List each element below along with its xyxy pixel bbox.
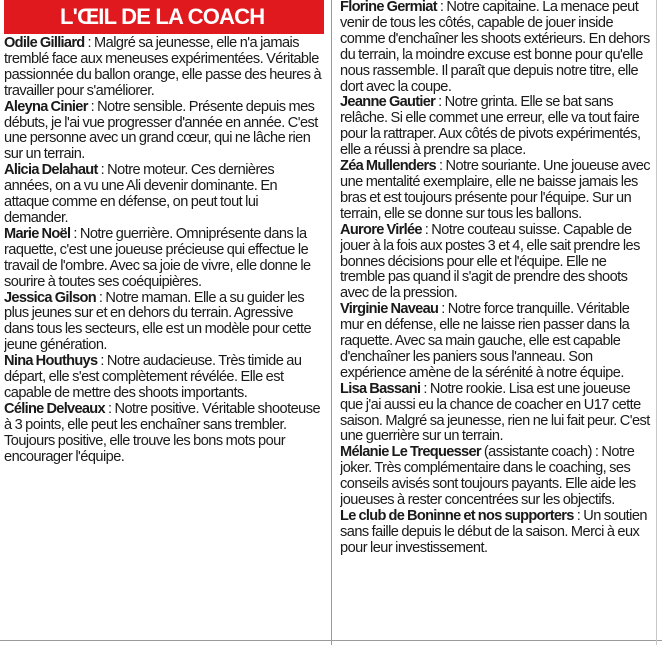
left-column [4,0,324,528]
player-role: (assistante coach) [480,444,592,461]
player-entry [340,302,652,382]
player-name: Odile Gilliard [4,35,85,51]
player-entry [340,223,652,303]
left-entries [4,36,324,465]
player-entry [340,0,652,95]
player-name: Lisa Bassani [340,380,421,397]
player-description: : Notre couteau suisse. Capable de jouer à la fois aux postes 3 et 4, elle sait prendre les bonnes décisions pour elle et l'équipe. Elle ne tremble pas quand il s'agit de prendre des shoots avec de la pression. [340,221,640,302]
player-description: : Notre moteur. Ces dernières années, on a vu une Ali devenir dominante. En attaque comme en défense, on peut tout lui demander. [4,162,278,226]
right-entries [340,0,652,557]
bottom-border [0,640,662,641]
player-description: : Notre rookie. Lisa est une joueuse que j'ai aussi eu la chance de coacher en U17 cette saison. Malgré sa jeunesse, rien ne lui fait peur. C'est une guerrière sur un terrain. [340,380,650,445]
player-name: Céline Delveaux [4,400,105,417]
player-description: : Notre audacieuse. Très timide au départ, elle s'est complètement révélée. Elle est capable de mettre des shoots importants. [4,353,302,401]
player-entry [340,509,652,557]
player-entry [4,291,324,355]
player-entry [4,36,324,100]
player-name: Marie Noël [4,225,71,242]
player-description: : Notre guerrière. Omniprésente dans la raquette, c'est une joueuse précieuse qui effectue le travail de l'ombre. Avec sa joie de vivre, elle donne le sourire à toutes ses coéquipières. [4,225,311,290]
player-description: : Notre joker. Très complémentaire dans le coaching, ses conseils avisés sont toujours payants. Elle aide les joueuses à rester concentrées sur les objectifs. [340,444,636,509]
player-entry [4,100,324,164]
player-description: : Notre sensible. Présente depuis mes débuts, je l'ai vue progresser d'année en année. C'est une personne avec un grand cœur, qui ne lâche rien sur un terrain. [4,98,318,163]
player-name: Le club de Boninne et nos supporters [340,508,574,524]
player-name: Jessica Gilson [4,289,96,306]
right-border [656,0,657,645]
section-banner [4,0,324,34]
player-entry [4,354,324,402]
player-name: Nina Houthuys [4,353,98,370]
player-entry [340,382,652,446]
player-description: : Un soutien sans faille depuis le début de la saison. Merci à eux pour leur investissement. [340,508,648,556]
player-name: Aleyna Cinier [4,98,88,115]
player-entry [340,159,652,223]
player-entry [340,445,652,509]
player-entry [4,227,324,291]
player-description: : Notre grinta. Elle se bat sans relâche. Si elle commet une erreur, elle va tout faire pour la rattraper. Aux côtés de pivots expérimentés, elle a réussi à prendre sa place. [340,94,641,159]
player-description: : Notre force tranquille. Véritable mur en défense, elle ne laisse rien passer dans la raquette. Avec sa main gauche, elle est capable d'enchaîner les paniers sous l'anneau. Son expérience amène de la sérénité à notre équipe. [340,301,630,381]
player-entry [4,402,324,466]
player-description: : Notre positive. Véritable shooteuse à 3 points, elle peut les enchaîner sans trembler. Toujours positive, elle trouve les bons mots pour encourager l'équipe. [4,400,321,465]
banner-title: L'ŒIL DE LA COACH [60,4,265,29]
player-description: : Notre souriante. Une joueuse avec une mentalité exemplaire, elle ne baisse jamais les bras et est toujours présente pour l'équipe. Sur un terrain, elle se donne sur tous les ballons. [340,158,651,222]
player-description: : Notre maman. Elle a su guider les plus jeunes sur et en dehors du terrain. Agressive dans tous les secteurs, elle est un modèle pour cette jeune génération. [4,289,312,354]
right-column [340,0,652,640]
player-name: Virginie Naveau [340,301,439,318]
player-entry [340,95,652,159]
player-name: Zéa Mullenders [340,158,436,175]
player-description: : Notre capitaine. La menace peut venir de tous les côtés, capable de jouer inside comme d'enchaîner les shoots extérieurs. En dehors du terrain, la moindre excuse est bonne pour qu'elle nous rassemble. Il paraît que depuis notre titre, elle dort avec la coupe. [340,0,650,95]
player-name: Aurore Virlée [340,221,422,238]
player-name: Florine Germiat [340,0,437,15]
player-entry [4,163,324,227]
player-name: Alicia Delahaut [4,162,98,179]
player-description: : Malgré sa jeunesse, elle n'a jamais tremblé face aux meneuses expérimentées. Véritable passionnée du ballon orange, elle passe des heures à travailler pour s'améliorer. [4,35,322,99]
column-divider [331,0,332,645]
player-name: Mélanie Le Trequesser [340,444,481,461]
player-name: Jeanne Gautier [340,94,436,111]
